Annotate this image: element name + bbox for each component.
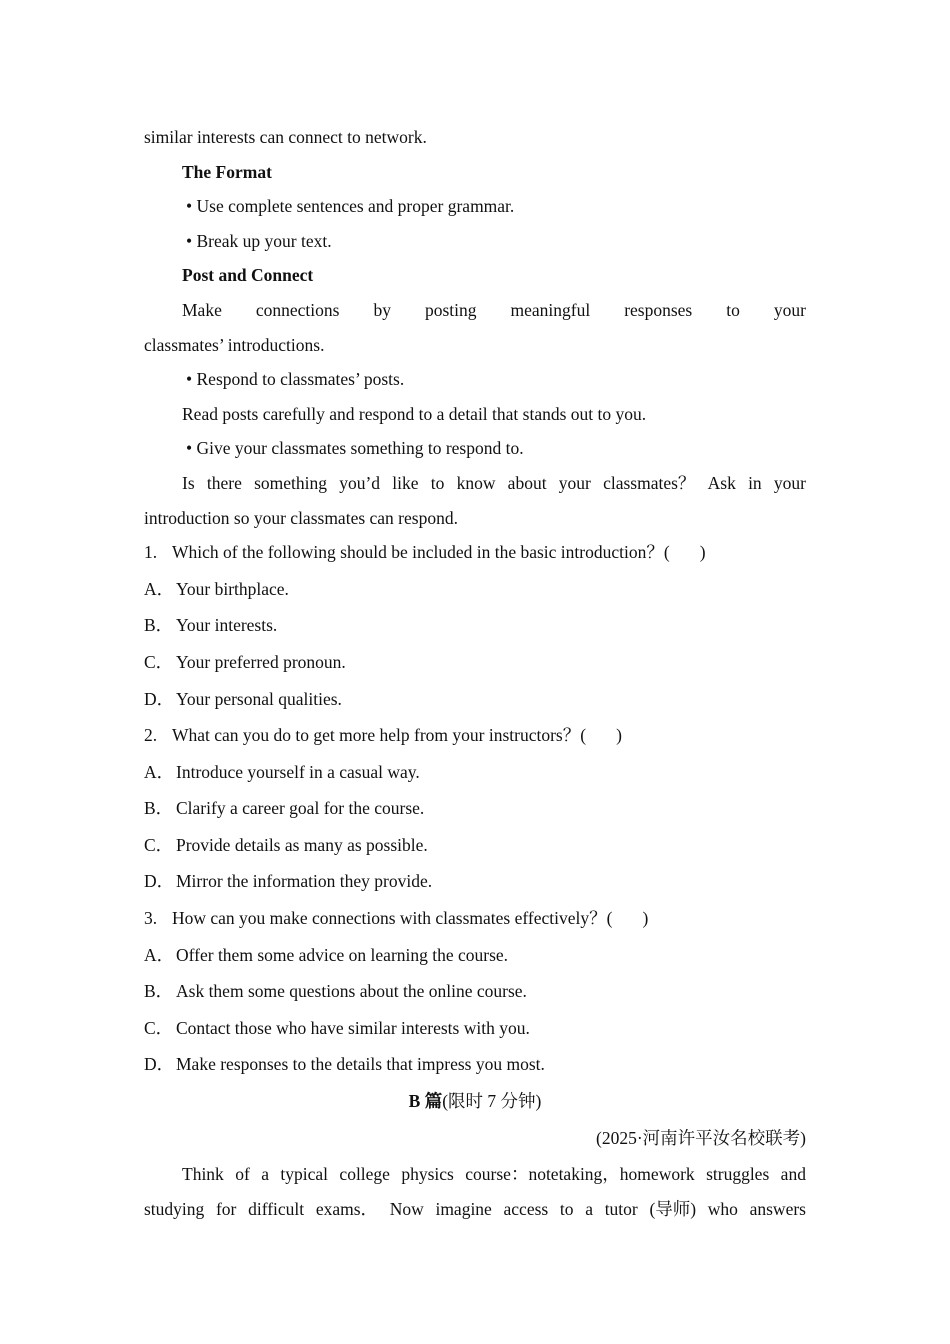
option-label: B． xyxy=(144,981,174,1002)
question-stem xyxy=(144,905,806,942)
option-label: B． xyxy=(144,798,174,819)
option-label: A． xyxy=(144,578,175,599)
word: of xyxy=(235,1164,250,1185)
answer-option[interactable] xyxy=(144,978,806,1015)
word: you’d xyxy=(339,472,381,493)
justified-paragraph-line xyxy=(144,1161,806,1196)
option-label: A． xyxy=(144,761,175,782)
justified-paragraph-line xyxy=(144,297,806,332)
word: Ask xyxy=(707,472,736,493)
option-text: Make responses to the details that impress you most. xyxy=(176,1054,545,1075)
word: Is xyxy=(182,472,195,493)
option-text: Introduce yourself in a casual way. xyxy=(176,761,420,782)
option-label: D． xyxy=(144,688,175,709)
question-text: How can you make connections with classmates effectively？( xyxy=(172,908,613,929)
option-text: Your birthplace. xyxy=(176,578,289,599)
answer-option[interactable] xyxy=(144,1015,806,1052)
answer-paren-close: ) xyxy=(616,725,622,746)
word: (导师) xyxy=(649,1198,697,1219)
text-line: classmates’ introductions. xyxy=(144,334,325,355)
option-label: D． xyxy=(144,871,175,892)
answer-option[interactable] xyxy=(144,1051,806,1088)
bullet-item: • Break up your text. xyxy=(186,230,332,251)
word: Now xyxy=(389,1198,424,1219)
word: connections xyxy=(255,299,340,320)
word: know xyxy=(456,472,496,493)
word: Think xyxy=(182,1164,224,1185)
word: typical xyxy=(280,1164,329,1185)
text-line: introduction so your classmates can respond. xyxy=(144,507,458,528)
word: physics xyxy=(401,1164,454,1185)
section-title xyxy=(144,1088,806,1125)
question-stem xyxy=(144,539,806,576)
word: access xyxy=(503,1198,549,1219)
answer-option[interactable] xyxy=(144,795,806,832)
word: classmates？ xyxy=(603,472,696,493)
word: to xyxy=(726,299,740,320)
justified-paragraph-line xyxy=(144,470,806,505)
word: for xyxy=(215,1198,237,1219)
word: who xyxy=(707,1198,738,1219)
word: like xyxy=(392,472,419,493)
option-label: C． xyxy=(144,651,174,672)
option-text: Ask them some questions about the online course. xyxy=(176,981,527,1002)
word: to xyxy=(430,472,445,493)
word: your xyxy=(773,472,806,493)
bullet-item: • Respond to classmates’ posts. xyxy=(186,369,405,390)
word: in xyxy=(748,472,762,493)
question-number: 2. xyxy=(144,725,158,746)
answer-option[interactable] xyxy=(144,686,806,723)
word: posting xyxy=(424,299,477,320)
word: and xyxy=(780,1164,806,1185)
option-text: Your preferred pronoun. xyxy=(176,651,346,672)
word: exams． xyxy=(315,1198,379,1219)
option-label: B． xyxy=(144,615,174,636)
text-line: Read posts carefully and respond to a detail that stands out to you. xyxy=(182,403,647,424)
question-stem xyxy=(144,722,806,759)
word: college xyxy=(339,1164,390,1185)
section-source: (2025·河南许平汝名校联考) xyxy=(596,1127,806,1148)
answer-option[interactable] xyxy=(144,832,806,869)
section-heading-post: Post and Connect xyxy=(182,265,314,286)
bullet-item: • Give your classmates something to respond to. xyxy=(186,438,524,459)
text-line: similar interests can connect to network. xyxy=(144,127,427,147)
word: imagine xyxy=(435,1198,492,1219)
word: about xyxy=(507,472,547,493)
bullet-item: • Use complete sentences and proper grammar. xyxy=(186,196,515,217)
question-number: 3. xyxy=(144,908,158,929)
answer-option[interactable] xyxy=(144,942,806,979)
word: Make xyxy=(182,299,222,320)
option-text: Your interests. xyxy=(176,615,278,636)
answer-option[interactable] xyxy=(144,612,806,649)
word: studying xyxy=(144,1198,205,1219)
word: tutor xyxy=(604,1198,638,1219)
word: by xyxy=(373,299,391,320)
answer-option[interactable] xyxy=(144,868,806,905)
word: your xyxy=(558,472,591,493)
answer-option[interactable] xyxy=(144,649,806,686)
option-label: A． xyxy=(144,944,175,965)
word: responses xyxy=(624,299,693,320)
word: difficult xyxy=(248,1198,305,1219)
option-text: Your personal qualities. xyxy=(176,688,342,709)
answer-paren-close: ) xyxy=(699,542,706,563)
document-page xyxy=(144,124,806,1230)
question-number: 1. xyxy=(144,542,158,563)
option-label: C． xyxy=(144,1017,174,1038)
section-title-time-limit: (限时 7 分钟) xyxy=(442,1091,542,1112)
answer-paren-close: ) xyxy=(642,908,649,929)
section-title-bold: B 篇 xyxy=(408,1091,443,1112)
option-label: C． xyxy=(144,834,174,855)
word: your xyxy=(773,299,806,320)
word: course：notetaking，homework xyxy=(465,1164,695,1185)
section-heading-format: The Format xyxy=(182,161,272,182)
option-text: Mirror the information they provide. xyxy=(176,871,433,892)
word: a xyxy=(585,1198,593,1219)
word: a xyxy=(261,1164,269,1185)
word: to xyxy=(559,1198,574,1219)
option-label: D． xyxy=(144,1054,175,1075)
option-text: Offer them some advice on learning the course. xyxy=(176,944,509,965)
question-text: What can you do to get more help from your instructors？( xyxy=(172,725,587,746)
option-text: Clarify a career goal for the course. xyxy=(176,798,425,819)
option-text: Provide details as many as possible. xyxy=(176,834,428,855)
question-text: Which of the following should be included in the basic introduction？( xyxy=(172,542,670,563)
word: answers xyxy=(749,1198,806,1219)
justified-paragraph-line xyxy=(144,1196,806,1231)
word: meaningful xyxy=(510,299,591,320)
word: struggles xyxy=(706,1164,770,1185)
answer-option[interactable] xyxy=(144,759,806,796)
answer-option[interactable] xyxy=(144,576,806,613)
option-text: Contact those who have similar interests with you. xyxy=(176,1017,530,1038)
word: there xyxy=(206,472,242,493)
word: something xyxy=(254,472,327,493)
